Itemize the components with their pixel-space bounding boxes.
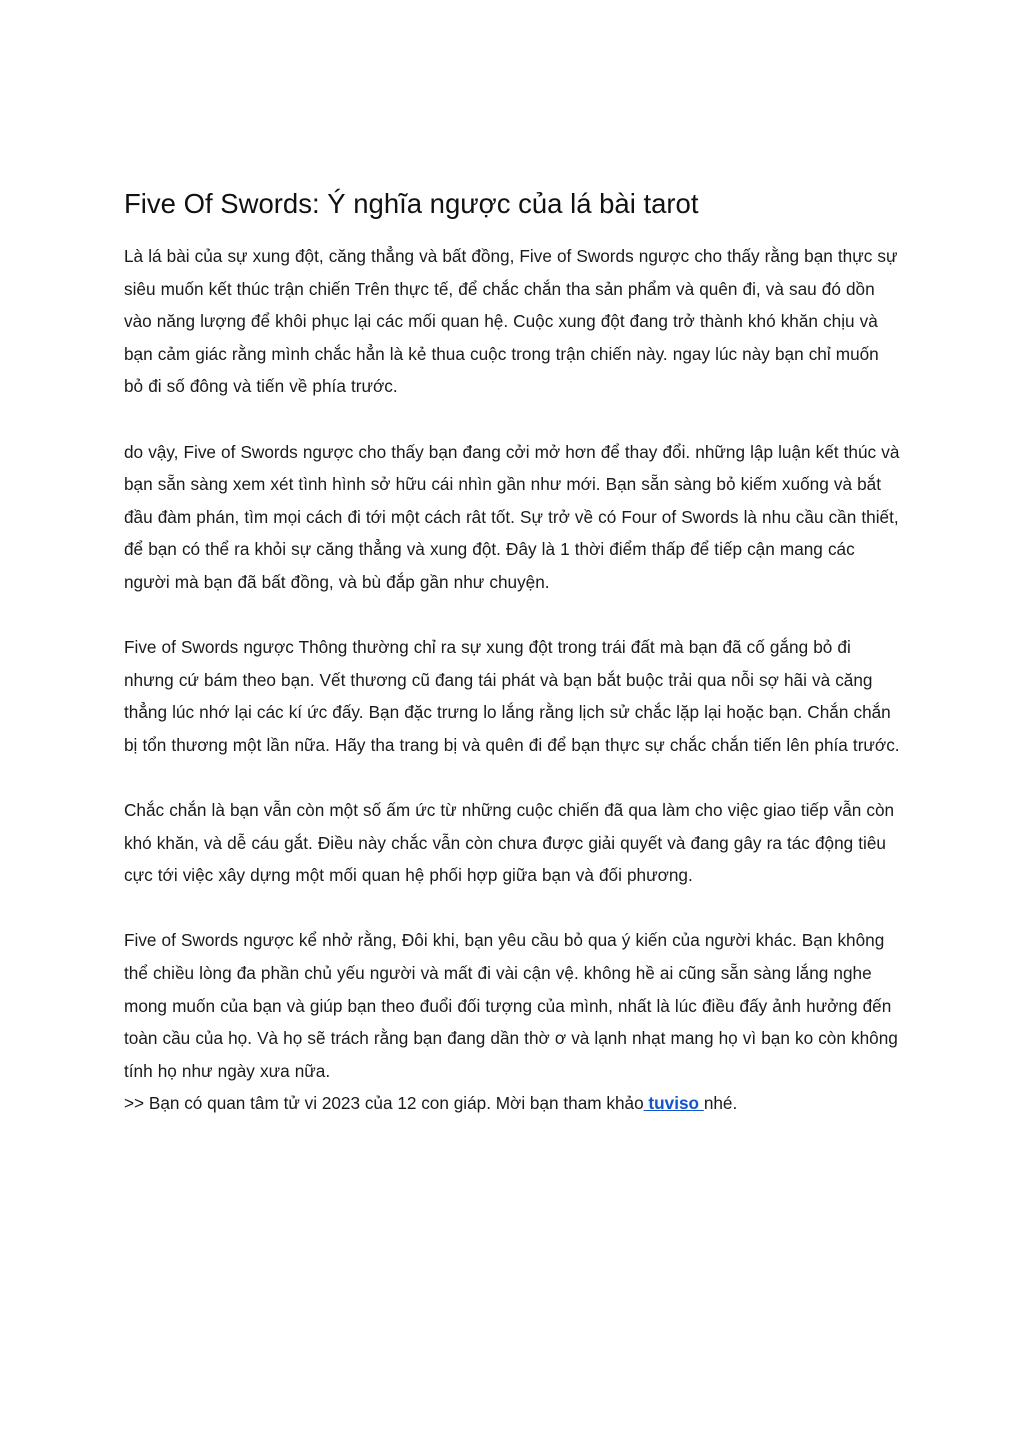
paragraph-4: Chắc chắn là bạn vẫn còn một số ấm ức từ những cuộc chiến đã qua làm cho việc giao tiếp vẫn còn khó khăn, và dễ cáu gắt. Điều này chắc vẫn còn chưa được giải quyết và đang gây ra tác động tiêu cực tới việc xây dựng một mối quan hệ phối hợp giữa bạn và đối phương.: [124, 800, 895, 886]
promo-line: [124, 1087, 900, 1120]
paragraph-3: Five of Swords ngược Thông thường chỉ ra sự xung đột trong trái đất mà bạn đã cố gắng bỏ đi nhưng cứ bám theo bạn. Vết thương cũ đang tái phát và bạn bắt buộc trải qua nỗi sợ hãi và căng thẳng lúc nhớ lại các kí ức đấy. Bạn đặc trưng lo lắng rằng lịch sử chắc lặp lại hoặc bạn. Chắn chắn bị tổn thương một lần nữa. Hãy tha trang bị và quên đi để bạn thực sự chắc chắn tiến lên phía trước.: [124, 637, 900, 755]
document-page: [124, 180, 900, 1120]
paragraph-1: Là lá bài của sự xung đột, căng thẳng và bất đồng, Five of Swords ngược cho thấy rằng bạn thực sự siêu muốn kết thúc trận chiến Trên thực tế, để chắc chắn tha sản phẩm và quên đi, và sau đó dồn vào năng lượng để khôi phục lại các mối quan hệ. Cuộc xung đột đang trở thành khó khăn chịu và bạn cảm giác rằng mình chắc hẳn là kẻ thua cuộc trong trận chiến này. ngay lúc này bạn chỉ muốn bỏ đi số đông và tiến về phía trước.: [124, 246, 898, 397]
paragraph-2: do vậy, Five of Swords ngược cho thấy bạn đang cởi mở hơn để thay đổi. những lập luận kết thúc và bạn sẵn sàng xem xét tình hình sở hữu cái nhìn gần như mới. Bạn sẵn sàng bỏ kiếm xuống và bắt đầu đàm phán, tìm mọi cách đi tới một cách rât tốt. Sự trở về có Four of Swords là nhu cầu cần thiết, để bạn có thể ra khỏi sự căng thẳng và xung đột. Đây là 1 thời điểm thấp để tiếp cận mang các người mà bạn đã bất đồng, và bù đắp gần như chuyện.: [124, 441, 900, 592]
promo-suffix: nhé.: [703, 1093, 738, 1114]
promo-prefix: >> Bạn có quan tâm tử vi 2023 của 12 con giáp. Mời bạn tham khảo: [124, 1093, 644, 1114]
document-title: Five Of Swords: Ý nghĩa ngược của lá bài tarot: [124, 188, 699, 219]
tuviso-link[interactable]: tuviso: [643, 1093, 704, 1114]
paragraph-5: Five of Swords ngược kể nhở rằng, Đôi khi, bạn yêu cầu bỏ qua ý kiến của người khác. Bạn không thể chiều lòng đa phần chủ yếu người và mất đi vài cận vệ. không hề ai cũng sẵn sàng lắng nghe mong muốn của bạn và giúp bạn theo đuổi đối tượng của mình, nhất là lúc điều đấy ảnh hưởng đến toàn cầu của họ. Và họ sẽ trách rằng bạn đang dần thờ ơ và lạnh nhạt mang họ vì bạn ko còn không tính họ như ngày xưa nữa.: [124, 930, 898, 1081]
